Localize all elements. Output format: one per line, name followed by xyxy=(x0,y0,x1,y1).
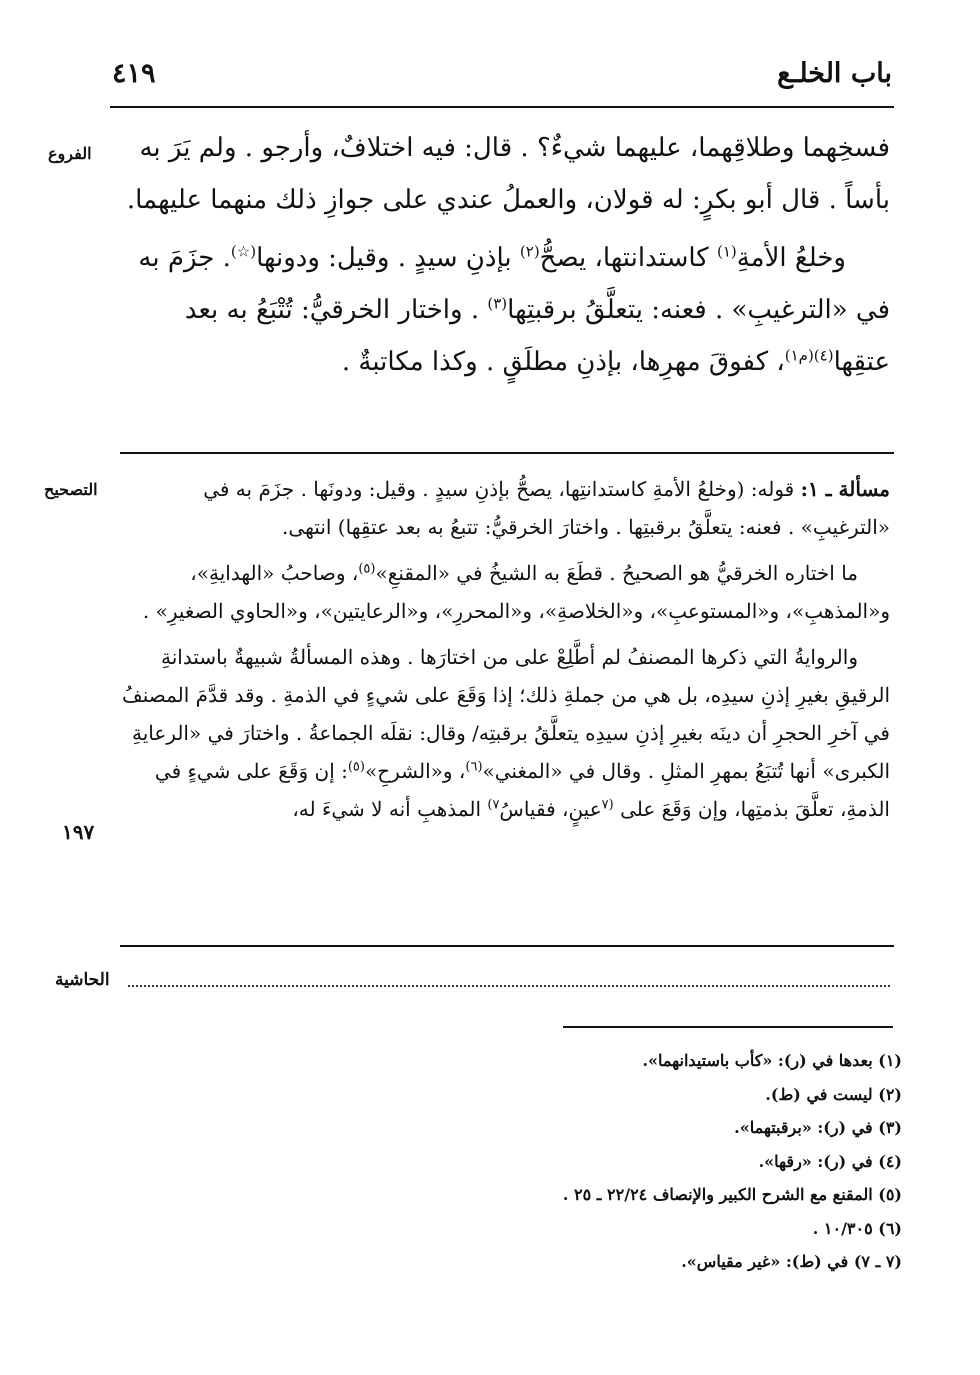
tashih-masala: مسألة ـ ١: قوله: (وخلعُ الأمةِ كاستدانتِها، يصحُّ بإذنِ سيدٍ . وقيل: ودونَها . جزَمَ به في «الترغيبِ» . فعنه: يتعلَّقُ برقبتِها . واختارَ الخرقيُّ: تتبعُ به بعد عتقِها) انتهى. xyxy=(203,477,890,539)
footnote-rule xyxy=(563,1026,893,1028)
footnote-ref: (٣) xyxy=(487,294,508,313)
tashih-paragraph-2: ما اختاره الخرقيُّ هو الصحيحُ . قطَعَ به الشيخُ في «المقنعِ»$^{(٥)}$، وصاحبُ «الهدايةِ»، و«المذهبِ»، و«المستوعبِ»، و«الخلاصةِ»، و«المحررِ»، و«الرعايتين»، و«الحاوي الصغيرِ» . xyxy=(142,561,890,623)
footnote-ref: ٧) xyxy=(487,797,500,813)
tashih-text xyxy=(118,470,890,828)
footnote: (٤) في (ر): «رقها». xyxy=(758,1151,902,1171)
margin-label-tashih: التصحيح xyxy=(44,480,98,499)
furu-paragraph-1: فسخِهما وطلاقِهما، عليهما شيءٌ؟ . قال: فيه اختلافٌ، وأرجو . ولم يَرَ به بأساً . قال أبو بكرٍ: له قولان، والعملُ عندي على جوازِ ذلك منهما عليهما. xyxy=(126,133,890,215)
tashih-end-rule xyxy=(120,945,894,947)
footnote: (٥) المقنع مع الشرح الكبير والإنصاف ٢٢/٢٤ ـ ٢٥ . xyxy=(562,1185,902,1204)
footnote-ref: (٦) xyxy=(465,759,483,775)
footnote-ref: (٢) xyxy=(519,242,540,261)
masala-label: مسألة ـ ١: xyxy=(800,477,890,501)
header-rule xyxy=(110,106,894,108)
footnote: (٣) في (ر): «برقبتهما». xyxy=(734,1118,902,1137)
footnote: (٦) ١٠/٣٠٥ . xyxy=(812,1218,902,1238)
margin-side-number: ١٩٧ xyxy=(62,820,95,844)
section-divider xyxy=(120,452,894,454)
margin-label-hashiya: الحاشية xyxy=(55,970,110,990)
furu-paragraph-2: وخلعُ الأمةِ$^{(١)}$ كاستدانتها، يصحُّ$^{(٢)}$ بإذنِ سيدٍ . وقيل: ودونها(☆). جزَمَ به في «الترغيبِ» . فعنه: يتعلَّقُ برقبتِها$^{(٣)}$ . واختار الخرقيُّ: تُتْبَعُ به بعد عتقِها$^{(٤)(م١)}$، كفوقَ مهرِها، بإذنِ مطلَقٍ . وكذا مكاتبةٌ . xyxy=(138,242,890,377)
footnote: (٢) ليست في (ط). xyxy=(765,1084,902,1104)
hashiya-dotted-line xyxy=(128,985,890,987)
footnote-ref: (٤)(م١) xyxy=(784,346,834,365)
footnote: (٧ ـ ٧) في (ط): «غير مقياس». xyxy=(681,1252,902,1271)
footnote: (١) بعدها في (ر): «كأب باستيدانهما». xyxy=(642,1051,902,1070)
chapter-title: باب الخلـع xyxy=(777,58,892,89)
margin-label-furu: الفروع xyxy=(48,144,92,163)
footnote-ref: (☆) xyxy=(230,242,257,261)
footnotes xyxy=(182,1044,902,1279)
footnote-ref: (٥) xyxy=(358,561,376,577)
footnote-ref: (٥) xyxy=(347,759,365,775)
tashih-paragraph-3: والروايةُ التي ذكرها المصنفُ لم أطَّلِعْ على من اختارَها . وهذه المسألةُ شبيهةٌ باستدانةِ الرقيقِ بغيرِ إذنِ سيدِه، بل هي من جملةِ ذلك؛ إذا وَقَعَ على شيءٍ في الذمةِ . وقد قدَّمَ المصنفُ في آخرِ الحجرِ أن دينَه بغيرِ إذنِ سيدِه يتعلَّقُ برقبتِه/ وقال: نقلَه الجماعةُ . واختارَ في «الرعايةِ الكبرى» أنها تُتبَعُ بمهرِ المثلِ . وقال في «المغني»$^{(٦)}$، و«الشرحِ»$^{(٥)}$: إن وَقَعَ على شيءٍ في الذمةِ، تعلَّقَ بذمتِها، وإن وَقَعَ على $^{(٧}$عينٍ، فقياسُ$^{٧)}$ المذهبِ أنه لا شيءَ له، xyxy=(122,645,890,821)
page-number: ٤١٩ xyxy=(112,58,156,89)
furu-text xyxy=(118,122,890,388)
footnote-ref: (٧ xyxy=(601,797,614,813)
footnote-ref: (١) xyxy=(716,242,737,261)
